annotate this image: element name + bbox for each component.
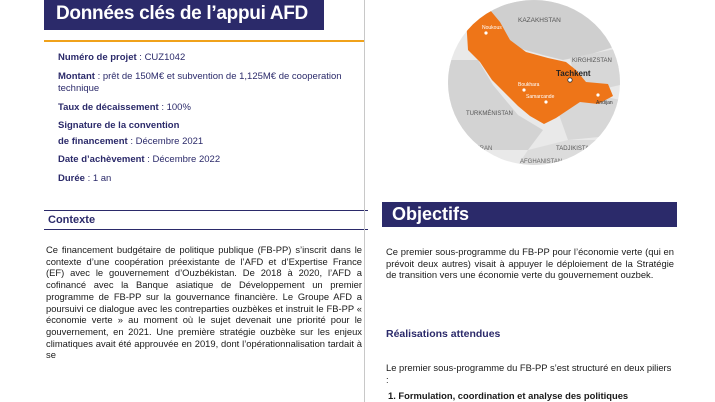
label-kazakhstan: KAZAKHSTAN [518,17,561,24]
results-heading: Réalisations attendues [386,328,501,340]
context-heading: Contexte [44,210,368,230]
key-data-list [58,52,358,191]
andijan-dot [596,93,599,96]
results-list-item: 1. Formulation, coordination et analyse des politiques [388,390,629,401]
label-iran: IRAN [478,146,493,152]
key-data-row [58,136,358,149]
results-paragraph: Le premier sous-programme du FB-PP s’est structuré en deux piliers : [386,362,672,385]
label-turkmenistan: TURKMÉNISTAN [466,111,513,117]
key-data-value: : Décembre 2021 [127,135,204,147]
key-data-label: Signature de la convention [58,120,180,131]
label-boukhara: Boukhara [518,82,540,88]
label-afghanistan: AFGHANISTAN [520,159,563,165]
map-graphic [448,0,620,165]
banner-rule [44,40,364,42]
key-data-label: Taux de décaissement [58,101,159,113]
key-data-label: Numéro de projet [58,52,137,63]
key-data-row [58,71,358,96]
key-data-row [58,154,358,167]
right-column [382,0,675,402]
label-tachkent: Tachkent [556,69,591,78]
key-data-label: Montant [58,70,95,82]
uzbekistan-map [448,0,620,165]
key-data-value: : 1 an [84,172,112,184]
label-andijan: Andijan [596,100,613,106]
key-data-value: : 100% [158,101,191,113]
objectives-heading: Objectifs [382,202,677,227]
key-data-row [58,102,358,115]
boukhara-dot [522,88,525,91]
label-noukous: Noukous [482,25,502,31]
key-data-value: : CUZ1042 [136,52,186,63]
noukous-dot [484,31,487,34]
context-paragraph: Ce financement budgétaire de politique publique (FB-PP) s’inscrit dans le contexte d’une coopération préexistante de l’AFD et d’Expertise France (EF) avec le gouvernement d’Ouzbékistan. De 2018 à 2020, l’AFD a cofinancé avec la Banque asiatique de Développement un premier programme de FB-PP sur la gouvernance financière. Le Groupe AFD a poursuivi ce dialogue avec les contreparties ouzbèkes et instruit le FB-PP « économie verte » au moment où le sujet devenait une priorité pour le gouvernement, en 2021. Une première stratégie ouzbèke sur les enjeux climatiques avait été approuvée en 2019, dont l’opérationnalisation tardait à se [46,244,362,361]
label-kirghizstan: KIRGHIZSTAN [572,58,612,64]
key-data-row [58,120,358,133]
key-data-label: Durée [58,172,85,184]
label-samarcande: Samarcande [526,94,555,100]
key-data-value: : Décembre 2022 [144,154,221,165]
key-data-banner: Données clés de l’appui AFD [44,0,324,30]
samarcande-dot [544,100,547,103]
key-data-row [58,173,358,186]
key-data-label: de financement [58,135,128,147]
left-column [44,0,364,402]
label-tadjikistan: TADJIKISTAN [556,146,594,152]
key-data-value: : prêt de 150M€ et subvention de 1,125M€ de cooperation technique [58,70,342,94]
key-data-row [58,52,358,65]
key-data-label: Date d’achèvement [58,154,145,165]
column-divider [364,0,365,402]
tachkent-dot [568,78,572,82]
objectives-paragraph: Ce premier sous-programme du FB-PP pour l’économie verte (qui en prévoit deux autres) visait à appuyer le déploiement de la Stratégie de transition vers une économie verte du gouvernement ouzbek. [386,246,674,281]
